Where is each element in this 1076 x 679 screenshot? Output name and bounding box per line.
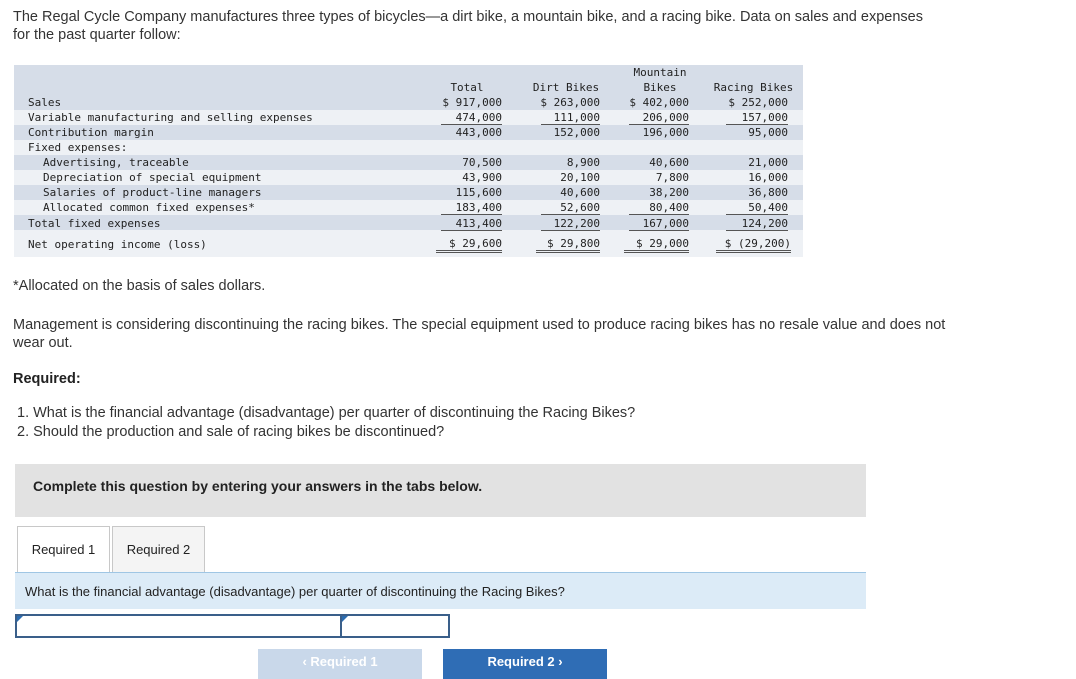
cell-mountain: 206,000 (629, 111, 689, 125)
cell-mountain: 196,000 (642, 126, 689, 139)
cell-dirt: 40,600 (560, 186, 600, 199)
active-question-text: What is the financial advantage (disadvantage) per quarter of discontinuing the Racing Bikes? (25, 584, 565, 599)
cell-mountain: 167,000 (629, 217, 689, 231)
cell-racing: $ (29,200) (716, 237, 791, 253)
next-required-button[interactable]: Required 2 › (443, 649, 607, 679)
cell-mountain: 80,400 (629, 201, 689, 215)
cell-total: 474,000 (441, 111, 502, 125)
cell-mountain: 38,200 (649, 186, 689, 199)
question-2: 2. Should the production and sale of racing bikes be discontinued? (17, 424, 445, 440)
cell-racing: 16,000 (748, 171, 788, 184)
cell-dirt: 52,600 (541, 201, 600, 215)
cell-racing: 21,000 (748, 156, 788, 169)
answer-label-input[interactable] (23, 619, 335, 635)
cell-total: 43,900 (462, 171, 502, 184)
row-label: Depreciation of special equipment (43, 171, 262, 184)
required-title: Required: (13, 371, 81, 387)
footnote: *Allocated on the basis of sales dollars. (13, 278, 266, 294)
cell-total: 70,500 (462, 156, 502, 169)
row-label: Sales (28, 96, 62, 109)
question-1: 1. What is the financial advantage (disadvantage) per quarter of discontinuing the Racing Bikes? (17, 405, 636, 421)
cell-racing: 50,400 (726, 201, 788, 215)
tab-required-1[interactable]: Required 1 (17, 526, 110, 572)
row-label: Variable manufacturing and selling expenses (28, 111, 313, 124)
cell-total: 115,600 (455, 186, 502, 199)
active-question-bar (15, 572, 866, 609)
cell-total: 413,400 (441, 217, 502, 231)
header-total: Total (450, 81, 484, 94)
cell-racing: 157,000 (726, 111, 788, 125)
cell-dirt: 8,900 (566, 156, 600, 169)
financial-table (26, 65, 803, 257)
cell-mountain: $ 29,000 (624, 237, 689, 253)
row-label: Salaries of product-line managers (43, 186, 262, 199)
cell-mountain: $ 402,000 (629, 96, 689, 109)
row-label: Allocated common fixed expenses* (43, 201, 255, 214)
cell-mountain: 40,600 (649, 156, 689, 169)
answer-value-flag-icon (342, 616, 348, 622)
cell-total: $ 29,600 (436, 237, 502, 253)
header-mountain-1: Mountain (633, 66, 687, 79)
cell-racing: 95,000 (748, 126, 788, 139)
cell-total: 183,400 (441, 201, 502, 215)
answer-value-input[interactable] (349, 619, 444, 635)
tab-required-2[interactable]: Required 2 (112, 526, 205, 572)
management-text: Management is considering discontinuing the racing bikes. The special equipment used to produce racing bikes has no resale value and does not wear out. (13, 317, 946, 351)
cell-mountain: 7,800 (655, 171, 689, 184)
cell-dirt: 111,000 (541, 111, 600, 125)
cell-dirt: 20,100 (560, 171, 600, 184)
cell-total: 443,000 (455, 126, 502, 139)
row-label: Total fixed expenses (28, 217, 161, 230)
cell-racing: $ 252,000 (728, 96, 788, 109)
banner-text: Complete this question by entering your answers in the tabs below. (33, 478, 483, 494)
row-label: Fixed expenses: (28, 141, 128, 154)
row-label: Advertising, traceable (43, 156, 189, 169)
cell-racing: 36,800 (748, 186, 788, 199)
header-mountain-2: Bikes (643, 81, 677, 94)
cell-dirt: $ 263,000 (540, 96, 600, 109)
cell-racing: 124,200 (726, 217, 788, 231)
intro-text: The Regal Cycle Company manufactures three types of bicycles—a dirt bike, a mountain bike, and a racing bike. Data on sales and expenses for the past quarter follow: (13, 9, 923, 43)
cell-dirt: 152,000 (553, 126, 600, 139)
row-label: Net operating income (loss) (28, 238, 207, 251)
header-dirt: Dirt Bikes (532, 81, 600, 94)
cell-dirt: 122,200 (541, 217, 600, 231)
header-racing: Racing Bikes (713, 81, 794, 94)
answer-row (15, 614, 450, 638)
cell-dirt: $ 29,800 (536, 237, 600, 253)
prev-required-button[interactable]: ‹ Required 1 (258, 649, 422, 679)
cell-total: $ 917,000 (442, 96, 502, 109)
instruction-banner (15, 464, 866, 517)
row-label: Contribution margin (28, 126, 154, 139)
row-bg (14, 140, 803, 155)
